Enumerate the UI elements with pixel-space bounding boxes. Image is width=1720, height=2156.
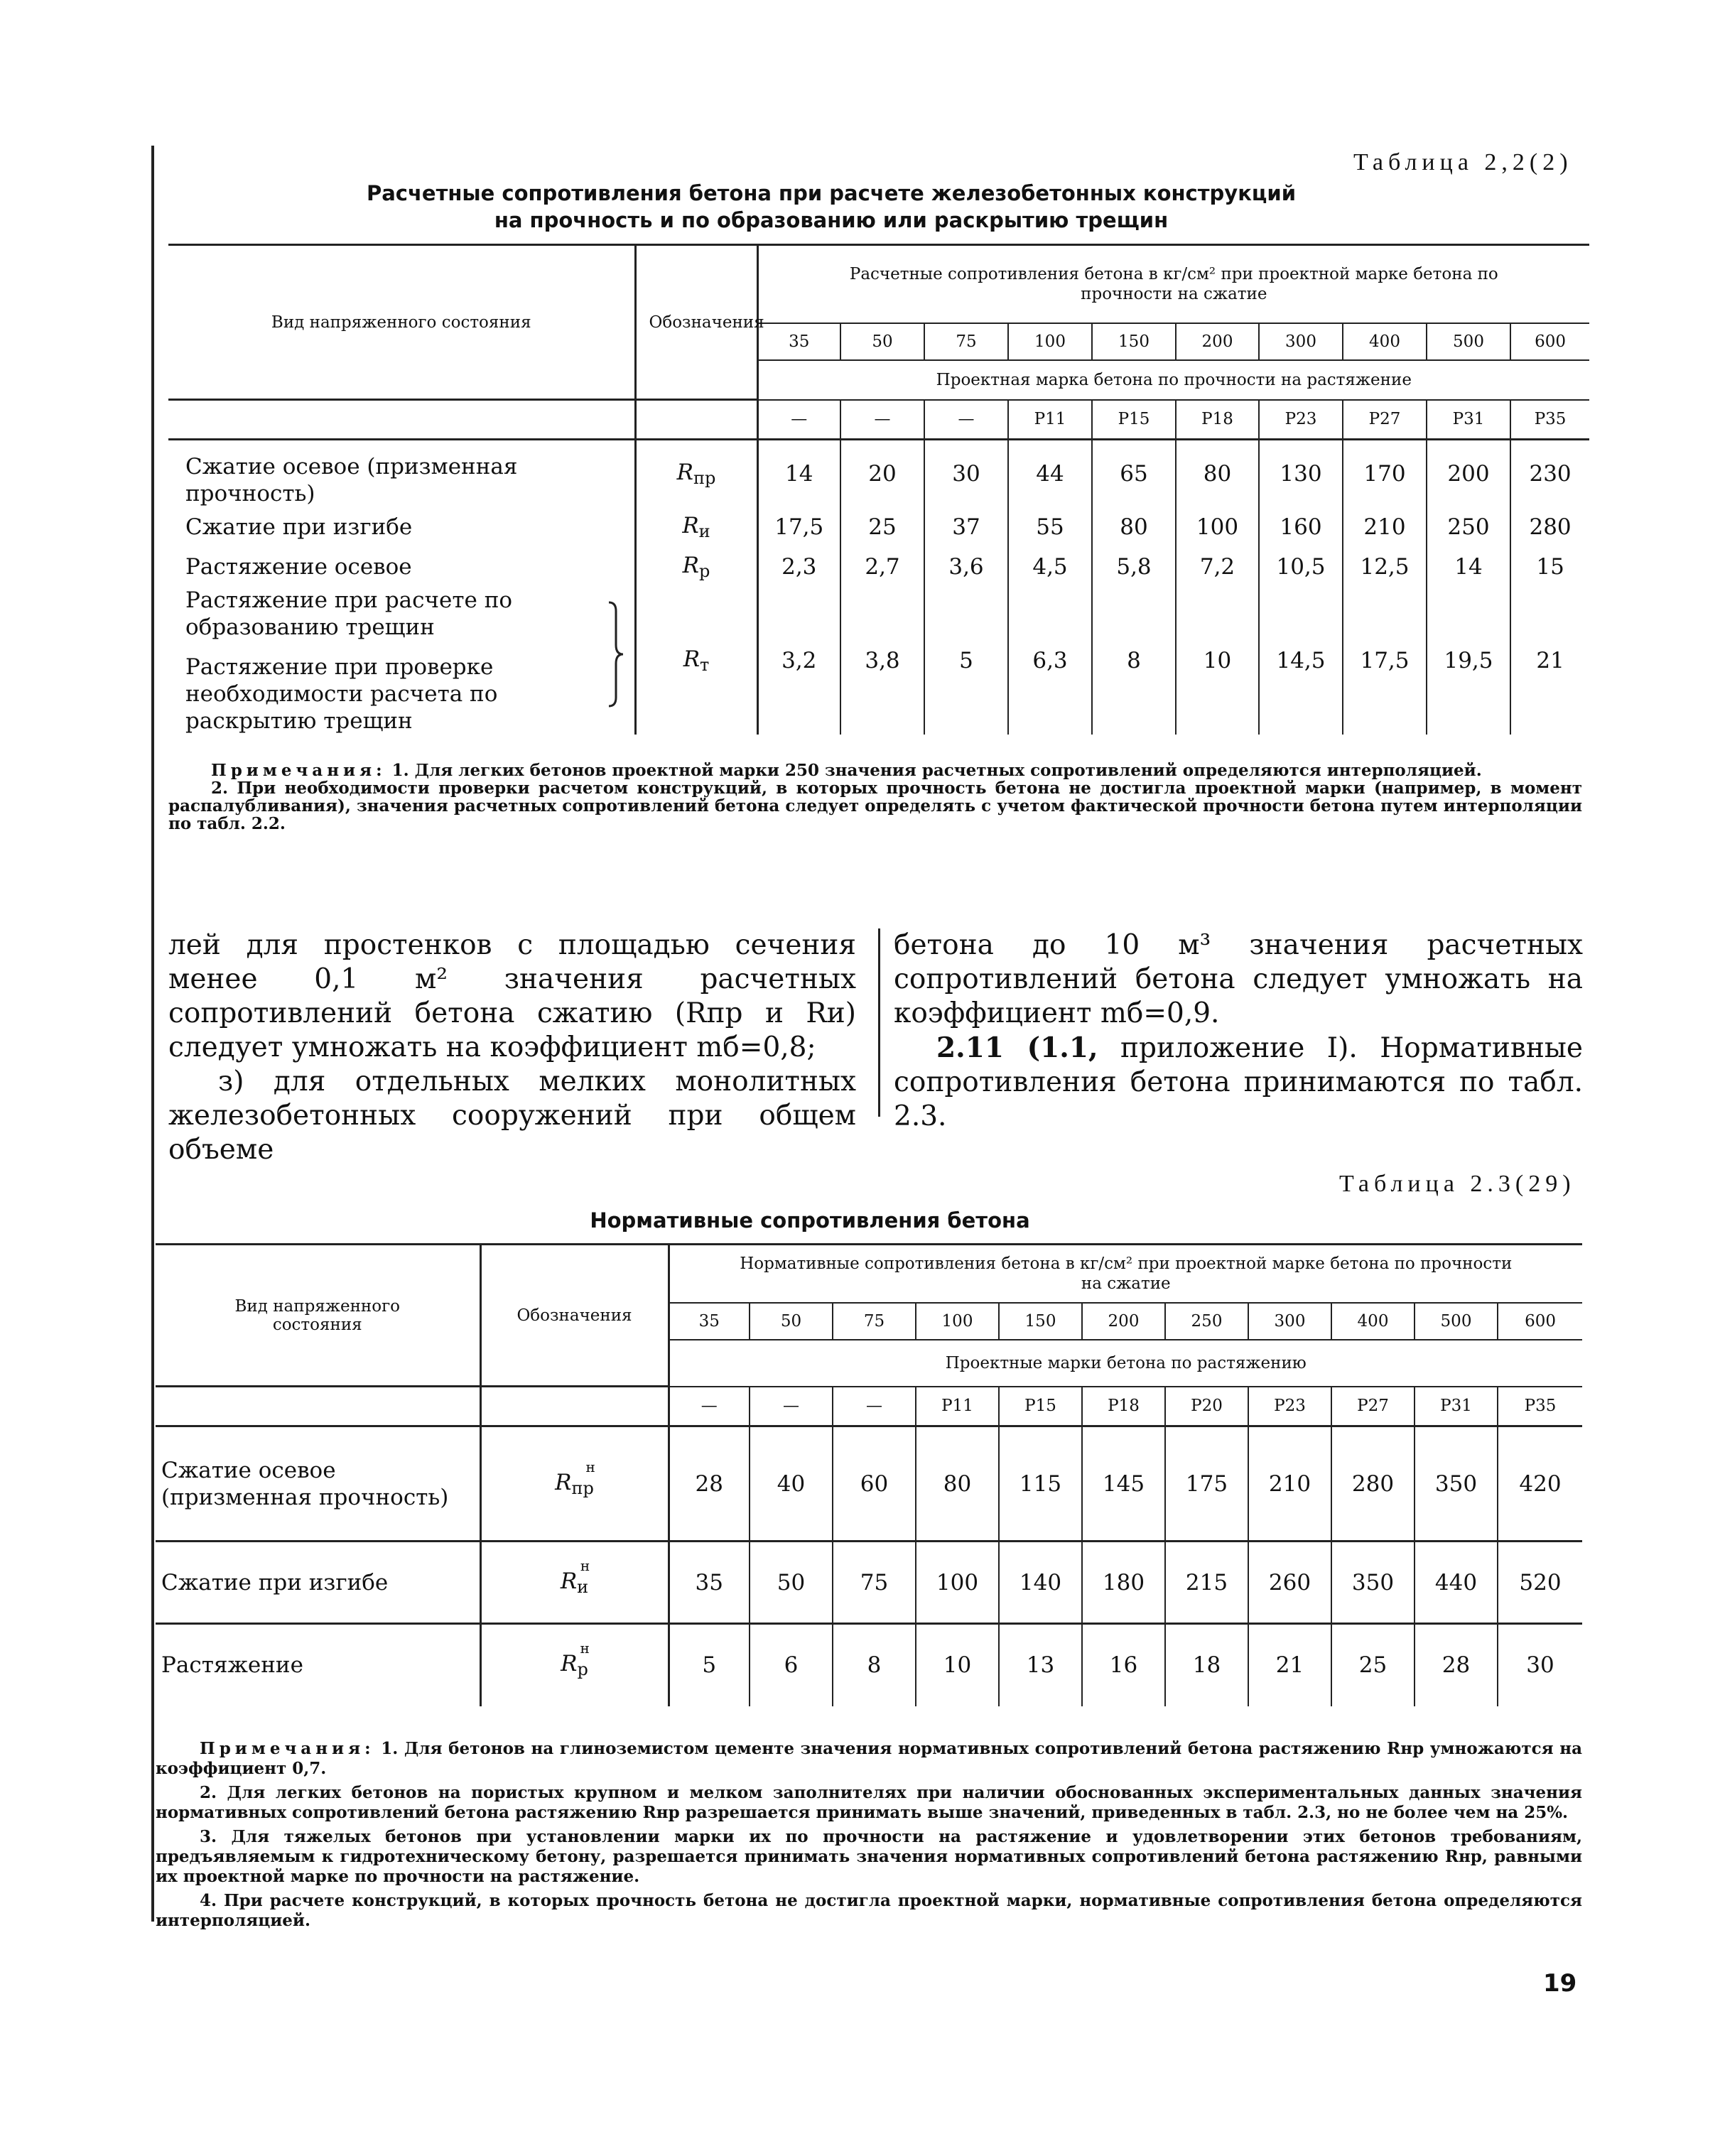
- t23-row-label: Сжатие при изгибе: [156, 1542, 480, 1624]
- t22-row-symbol: [635, 547, 757, 587]
- text-right-para-text: приложение I). Нормативные сопротивления бетона принимаются по табл. 2.3.: [894, 1032, 1583, 1132]
- t23-value: 260: [1248, 1542, 1331, 1624]
- t23-tension-grade: Р20: [1165, 1387, 1248, 1426]
- table-2-2-notes: [168, 762, 1582, 833]
- t23-value: 350: [1331, 1542, 1415, 1624]
- t23-note-1: [156, 1739, 1582, 1779]
- t22-crack-label-2: Растяжение при проверке необходимости расчета по раскрытию трещин: [185, 654, 498, 734]
- t22-row-symbol: [635, 440, 757, 507]
- left-margin-rule: [151, 146, 154, 1922]
- t23-header-symbol: Обозначения: [480, 1245, 669, 1387]
- t22-value: 55: [1008, 507, 1092, 547]
- t22-value: 200: [1427, 440, 1510, 507]
- text-left-column: [168, 928, 856, 1167]
- page-number: 19: [1543, 1969, 1577, 1998]
- t22-note-2: 2. При необходимости проверки расчетом конструкций, в которых прочность бетона не достигла проектной марки (например, в момент распалубливания), значения расчетных сопротивлений бетона следует определять с учетом фактической прочности бетона путем интерполяции по табл. 2.2.: [168, 779, 1582, 833]
- table-2-3-title: Нормативные сопротивления бетона: [590, 1208, 1030, 1233]
- t22-symbol-letter: R: [683, 646, 701, 672]
- t22-value: 100: [1176, 507, 1259, 547]
- t23-note-3: 3. Для тяжелых бетонов при установлении марки их по прочности на растяжение и удовлетворении этих бетонов требованиям, предъявляемым к гидротехническому бетону, разрешается принимать значения нормативных сопротивлений бетона растяжению Rнр, равными их проектной марке по прочности на растяжение.: [156, 1827, 1582, 1886]
- table-row: [168, 547, 1589, 587]
- t23-value: 80: [916, 1426, 999, 1542]
- t22-row-label: Сжатие при изгибе: [168, 507, 635, 547]
- t22-value: 17,5: [757, 507, 840, 547]
- t22-value: 19,5: [1427, 587, 1510, 735]
- t23-row-symbol: [480, 1542, 669, 1624]
- t22-note-1: [168, 762, 1582, 779]
- table-row: [168, 507, 1589, 547]
- t22-blank-cell: [635, 400, 757, 440]
- t23-tension-grade: —: [833, 1387, 916, 1426]
- t22-value: 14: [1427, 547, 1510, 587]
- t23-tension-grade: Р11: [916, 1387, 999, 1426]
- t22-value: 17,5: [1343, 587, 1427, 735]
- t23-tension-grade: Р23: [1248, 1387, 1331, 1426]
- t23-tension-grade: —: [669, 1387, 750, 1426]
- t22-value: 10,5: [1259, 547, 1343, 587]
- t22-tension-grade-row: [168, 400, 1589, 440]
- t23-symbol-sub: пр: [571, 1478, 594, 1498]
- t23-row-label: Сжатие осевое (призменная прочность): [156, 1426, 480, 1542]
- t22-value: 5: [924, 587, 1008, 735]
- t22-value: 30: [924, 440, 1008, 507]
- t23-value: 520: [1498, 1542, 1582, 1624]
- t23-grade: 200: [1082, 1303, 1165, 1340]
- t23-grade: 500: [1415, 1303, 1498, 1340]
- t22-notes-word: Примечания:: [211, 761, 386, 780]
- t23-tension-grade: Р18: [1082, 1387, 1165, 1426]
- table-2-3-notes: [156, 1739, 1582, 1931]
- t23-row-symbol: [480, 1624, 669, 1706]
- t22-header-values: Расчетные сопротивления бетона в кг/см² при проектной марке бетона по прочности на сжатие: [757, 245, 1589, 323]
- t23-value: 35: [669, 1542, 750, 1624]
- t23-grade: 75: [833, 1303, 916, 1340]
- t22-grade: 400: [1343, 323, 1427, 360]
- t23-note-2: 2. Для легких бетонов на пористых крупном и мелком заполнителях при наличии обоснованных экспериментальных данных значения нормативных сопротивлений бетона растяжению Rнр разрешается принимать выше значений, приведенных в табл. 2.3, но не более чем на 25%.: [156, 1783, 1582, 1822]
- t23-notes-word: Примечания:: [200, 1739, 375, 1758]
- t23-header-values: Нормативные сопротивления бетона в кг/см² при проектной марке бетона по прочности на сжатие: [669, 1245, 1582, 1303]
- t22-value: 14: [757, 440, 840, 507]
- t22-value: 15: [1536, 553, 1564, 580]
- t23-value: 145: [1082, 1426, 1165, 1542]
- t23-value: 115: [999, 1426, 1082, 1542]
- table-2-2-title: [242, 180, 1421, 234]
- t23-value: 175: [1165, 1426, 1248, 1542]
- t22-grade: 35: [757, 323, 840, 360]
- t23-value: 100: [916, 1542, 999, 1624]
- t22-symbol-letter: R: [676, 459, 693, 485]
- t22-grade: 600: [1510, 323, 1589, 360]
- t23-tension-grade: Р31: [1415, 1387, 1498, 1426]
- t23-value: 440: [1415, 1542, 1498, 1624]
- t23-value: 40: [750, 1426, 833, 1542]
- t23-row-symbol: [480, 1426, 669, 1542]
- table-row: [168, 587, 1589, 735]
- t22-value: 12,5: [1343, 547, 1427, 587]
- t23-value: 75: [833, 1542, 916, 1624]
- t22-tension-grade: Р35: [1510, 400, 1589, 440]
- t23-value: 420: [1498, 1426, 1582, 1542]
- t22-header-symbol: Обозначения: [635, 245, 757, 400]
- t22-value: 25: [840, 507, 924, 547]
- table-row: [156, 1426, 1582, 1542]
- t22-grade: 50: [840, 323, 924, 360]
- t23-tension-grade: Р15: [999, 1387, 1082, 1426]
- t22-grade: 300: [1259, 323, 1343, 360]
- t23-tension-grade-row: [156, 1387, 1582, 1426]
- t22-tension-grade: Р23: [1259, 400, 1343, 440]
- t23-value: 28: [669, 1426, 750, 1542]
- t22-row-symbol: [635, 507, 757, 547]
- t22-value: 10: [1176, 587, 1259, 735]
- t23-symbol-letter: R: [555, 1469, 572, 1495]
- t23-value: 28: [1415, 1624, 1498, 1706]
- t23-tension-header: Проектные марки бетона по растяжению: [669, 1340, 1582, 1387]
- t23-tension-grade: Р35: [1498, 1387, 1582, 1426]
- t22-symbol-sub: и: [698, 521, 710, 541]
- text-right-para-2: [894, 1031, 1583, 1134]
- table-row: [156, 1624, 1582, 1706]
- t22-row-label: Растяжение осевое: [168, 547, 635, 587]
- t22-grade: 150: [1092, 323, 1176, 360]
- table-2-2: [168, 244, 1589, 735]
- t22-value: 80: [1176, 440, 1259, 507]
- t22-value: 21: [1536, 647, 1564, 673]
- t22-value: 3,6: [924, 547, 1008, 587]
- t23-value: 140: [999, 1542, 1082, 1624]
- t22-grade: 75: [924, 323, 1008, 360]
- table-2-2-title-line1: Расчетные сопротивления бетона при расчете железобетонных конструкций: [366, 181, 1297, 205]
- t23-value: 210: [1248, 1426, 1331, 1542]
- t23-grade: 100: [916, 1303, 999, 1340]
- t22-tension-grade: —: [924, 400, 1008, 440]
- t22-value: 6,3: [1008, 587, 1092, 735]
- brace-icon: [606, 601, 627, 708]
- t22-tension-grade: Р15: [1092, 400, 1176, 440]
- t22-value: 280: [1529, 514, 1572, 540]
- t22-value: 250: [1427, 507, 1510, 547]
- t23-tension-grade: —: [750, 1387, 833, 1426]
- t23-row-label: Растяжение: [156, 1624, 480, 1706]
- t22-tension-grade: —: [840, 400, 924, 440]
- t23-value: 18: [1165, 1624, 1248, 1706]
- t23-value: 30: [1526, 1652, 1554, 1679]
- t22-note-1-text: 1. Для легких бетонов проектной марки 250 значения расчетных сопротивлений определяются интерполяцией.: [391, 761, 1482, 780]
- t23-value: 350: [1415, 1426, 1498, 1542]
- t22-value: 2,7: [840, 547, 924, 587]
- table-2-3: [156, 1243, 1582, 1706]
- t22-value: 2,3: [757, 547, 840, 587]
- t23-value: 25: [1331, 1624, 1415, 1706]
- t22-grade: 100: [1008, 323, 1092, 360]
- t23-symbol-sup: н: [580, 1640, 590, 1657]
- text-left-item: з) для отдельных мелких монолитных железобетонных сооружений при общем объеме: [168, 1066, 856, 1166]
- t23-value: 60: [833, 1426, 916, 1542]
- t22-row-symbol: [635, 587, 757, 735]
- t23-grade: 600: [1498, 1303, 1582, 1340]
- t23-value: 280: [1331, 1426, 1415, 1542]
- t23-value: 8: [833, 1624, 916, 1706]
- t22-symbol-sub: пр: [693, 467, 716, 488]
- t22-value: 8: [1092, 587, 1176, 735]
- t22-value: 44: [1008, 440, 1092, 507]
- column-divider: [878, 928, 880, 1117]
- t22-row-label: Сжатие осевое (призменная прочность): [168, 440, 635, 507]
- t23-value: 6: [750, 1624, 833, 1706]
- t22-grade: 200: [1176, 323, 1259, 360]
- t22-value: 20: [840, 440, 924, 507]
- t23-value: 13: [999, 1624, 1082, 1706]
- t23-symbol-letter: R: [561, 1651, 578, 1677]
- t23-grade: 35: [669, 1303, 750, 1340]
- t23-symbol-letter: R: [560, 1568, 578, 1594]
- t22-symbol-sub: р: [698, 560, 710, 581]
- t23-blank-cell: [156, 1387, 480, 1426]
- t22-tension-grade: Р27: [1343, 400, 1427, 440]
- table-row: [156, 1542, 1582, 1624]
- t23-value: 50: [750, 1542, 833, 1624]
- table-2-2-caption: Таблица 2,2(2): [1353, 149, 1573, 175]
- t22-grade: 500: [1427, 323, 1510, 360]
- t23-header-kind: Вид напряженного состояния: [156, 1245, 480, 1387]
- t23-symbol-sup: н: [580, 1556, 590, 1574]
- t23-symbol-sub: р: [577, 1659, 588, 1680]
- t23-blank-cell: [480, 1387, 669, 1426]
- t22-value: 3,8: [840, 587, 924, 735]
- t22-value: 14,5: [1259, 587, 1343, 735]
- t23-value: 10: [916, 1624, 999, 1706]
- t22-header-kind: Вид напряженного состояния: [168, 245, 635, 400]
- t23-note-4: 4. При расчете конструкций, в которых прочность бетона не достигла проектной марки, нормативные сопротивления бетона определяются интерполяцией.: [156, 1891, 1582, 1930]
- t22-tension-grade: Р11: [1008, 400, 1092, 440]
- text-right-column: [894, 928, 1583, 1134]
- t22-crack-label: [168, 587, 635, 735]
- t22-symbol-letter: R: [682, 552, 699, 578]
- t22-tension-grade: Р31: [1427, 400, 1510, 440]
- t23-value: 215: [1165, 1542, 1248, 1624]
- text-left-paragraph: лей для простенков с площадью сечения менее 0,1 м² значения расчетных сопротивлений бетона сжатию (Rпр и Rи) следует умножать на коэффициент mб=0,8;: [168, 929, 856, 1063]
- t22-value: 160: [1259, 507, 1343, 547]
- t23-grade: 50: [750, 1303, 833, 1340]
- t22-value: 7,2: [1176, 547, 1259, 587]
- text-right-para-bold: 2.11 (1.1,: [936, 1031, 1098, 1064]
- t22-value: 37: [924, 507, 1008, 547]
- t22-value: 3,2: [757, 587, 840, 735]
- t23-value: 5: [669, 1624, 750, 1706]
- t23-note-1-text: 1. Для бетонов на глиноземистом цементе значения нормативных сопротивлений бетона растяжению Rнр умножаются на коэффициент 0,7.: [156, 1739, 1582, 1778]
- t23-grade: 250: [1165, 1303, 1248, 1340]
- t22-blank-cell: [168, 400, 635, 440]
- t22-value: 65: [1092, 440, 1176, 507]
- t22-tension-grade: Р18: [1176, 400, 1259, 440]
- t22-value: 170: [1343, 440, 1427, 507]
- text-right-paragraph: бетона до 10 м³ значения расчетных сопротивлений бетона следует умножать на коэффициент mб=0,9.: [894, 929, 1583, 1029]
- t22-tension-header: Проектная марка бетона по прочности на растяжение: [757, 360, 1589, 400]
- t23-value: 16: [1082, 1624, 1165, 1706]
- t22-symbol-sub: т: [700, 654, 710, 675]
- t22-symbol-letter: R: [682, 512, 699, 538]
- table-2-3-caption: Таблица 2.3(29): [1339, 1171, 1576, 1197]
- t22-value: 130: [1259, 440, 1343, 507]
- t23-symbol-sup: н: [585, 1458, 595, 1475]
- t23-tension-grade: Р27: [1331, 1387, 1415, 1426]
- t23-grade: 300: [1248, 1303, 1331, 1340]
- table-row: [168, 440, 1589, 507]
- t23-grade: 150: [999, 1303, 1082, 1340]
- t22-tension-grade: —: [757, 400, 840, 440]
- t23-value: 21: [1248, 1624, 1331, 1706]
- t23-grade: 400: [1331, 1303, 1415, 1340]
- t22-value: 4,5: [1008, 547, 1092, 587]
- t22-crack-label-1: Растяжение при расчете по образованию трещин: [185, 587, 513, 640]
- t23-symbol-sub: и: [577, 1576, 589, 1597]
- t22-value: 210: [1343, 507, 1427, 547]
- table-2-2-title-line2: на прочность и по образованию или раскрытию трещин: [494, 208, 1169, 232]
- t22-value: 80: [1092, 507, 1176, 547]
- t22-value: 230: [1529, 460, 1572, 487]
- t23-value: 180: [1082, 1542, 1165, 1624]
- t22-value: 5,8: [1092, 547, 1176, 587]
